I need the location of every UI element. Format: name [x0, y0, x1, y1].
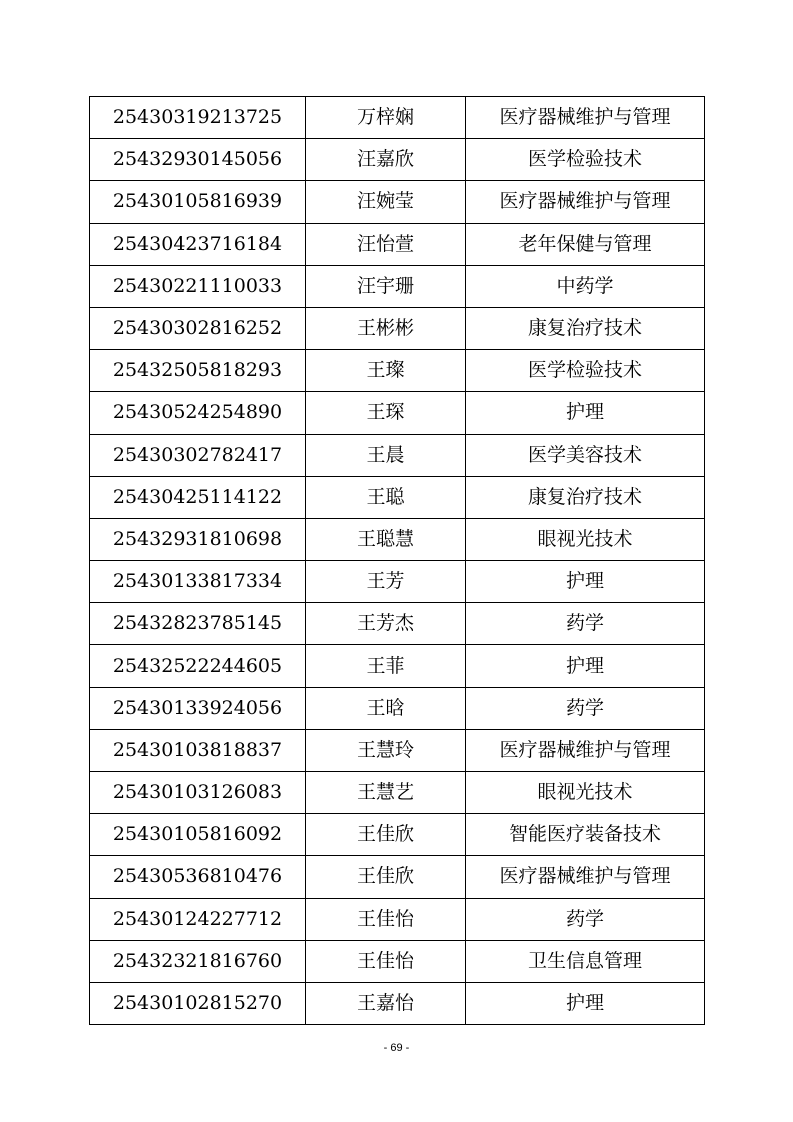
student-name-cell: 王嘉怡 — [306, 982, 466, 1024]
major-cell: 康复治疗技术 — [466, 476, 705, 518]
exam-number-cell: 25430319213725 — [90, 97, 306, 139]
major-cell: 医疗器械维护与管理 — [466, 729, 705, 771]
major-cell: 医学检验技术 — [466, 350, 705, 392]
table-row — [90, 729, 705, 771]
student-name-cell: 汪怡萱 — [306, 223, 466, 265]
major-cell: 护理 — [466, 982, 705, 1024]
student-name-cell: 王聪 — [306, 476, 466, 518]
table-row — [90, 603, 705, 645]
table-row — [90, 772, 705, 814]
exam-number-cell: 25430524254890 — [90, 392, 306, 434]
student-name-cell: 王彬彬 — [306, 307, 466, 349]
student-name-cell: 王芳杰 — [306, 603, 466, 645]
student-name-cell: 王琛 — [306, 392, 466, 434]
student-name-cell: 汪宇珊 — [306, 265, 466, 307]
major-cell: 护理 — [466, 392, 705, 434]
major-cell: 药学 — [466, 603, 705, 645]
exam-number-cell: 25430105816092 — [90, 814, 306, 856]
table-row — [90, 307, 705, 349]
exam-number-cell: 25432931810698 — [90, 518, 306, 560]
major-cell: 药学 — [466, 687, 705, 729]
exam-number-cell: 25430302816252 — [90, 307, 306, 349]
exam-number-cell: 25430425114122 — [90, 476, 306, 518]
table-row — [90, 940, 705, 982]
student-name-cell: 王慧艺 — [306, 772, 466, 814]
student-name-cell: 汪嘉欣 — [306, 139, 466, 181]
major-cell: 老年保健与管理 — [466, 223, 705, 265]
exam-number-cell: 25430124227712 — [90, 898, 306, 940]
table-row — [90, 97, 705, 139]
table-row — [90, 434, 705, 476]
major-cell: 智能医疗装备技术 — [466, 814, 705, 856]
exam-number-cell: 25432930145056 — [90, 139, 306, 181]
page-number: - 69 - — [383, 1042, 410, 1054]
student-name-cell: 王聪慧 — [306, 518, 466, 560]
student-name-cell: 王佳怡 — [306, 940, 466, 982]
exam-number-cell: 25430221110033 — [90, 265, 306, 307]
student-name-cell: 王慧玲 — [306, 729, 466, 771]
major-cell: 医疗器械维护与管理 — [466, 97, 705, 139]
table-row — [90, 687, 705, 729]
student-name-cell: 万梓娴 — [306, 97, 466, 139]
student-name-cell: 王璨 — [306, 350, 466, 392]
student-name-cell: 王佳怡 — [306, 898, 466, 940]
exam-number-cell: 25430302782417 — [90, 434, 306, 476]
student-name-cell: 王佳欣 — [306, 856, 466, 898]
major-cell: 医疗器械维护与管理 — [466, 181, 705, 223]
student-name-cell: 王晨 — [306, 434, 466, 476]
table-row — [90, 350, 705, 392]
major-cell: 眼视光技术 — [466, 518, 705, 560]
major-cell: 药学 — [466, 898, 705, 940]
major-cell: 护理 — [466, 645, 705, 687]
table-row — [90, 982, 705, 1024]
table-row — [90, 476, 705, 518]
exam-number-cell: 25432321816760 — [90, 940, 306, 982]
major-cell: 医学美容技术 — [466, 434, 705, 476]
exam-number-cell: 25430103818837 — [90, 729, 306, 771]
table-row — [90, 814, 705, 856]
student-name-cell: 王佳欣 — [306, 814, 466, 856]
table-row — [90, 223, 705, 265]
major-cell: 医疗器械维护与管理 — [466, 856, 705, 898]
exam-number-cell: 25430536810476 — [90, 856, 306, 898]
table-row — [90, 645, 705, 687]
table-row — [90, 139, 705, 181]
exam-number-cell: 25430133924056 — [90, 687, 306, 729]
exam-number-cell: 25430102815270 — [90, 982, 306, 1024]
major-cell: 卫生信息管理 — [466, 940, 705, 982]
student-name-cell: 汪婉莹 — [306, 181, 466, 223]
student-name-cell: 王晗 — [306, 687, 466, 729]
table-row — [90, 392, 705, 434]
table-body — [90, 97, 705, 1025]
student-name-cell: 王菲 — [306, 645, 466, 687]
exam-number-cell: 25432522244605 — [90, 645, 306, 687]
major-cell: 眼视光技术 — [466, 772, 705, 814]
exam-number-cell: 25430103126083 — [90, 772, 306, 814]
table-row — [90, 898, 705, 940]
major-cell: 护理 — [466, 561, 705, 603]
major-cell: 康复治疗技术 — [466, 307, 705, 349]
table-row — [90, 265, 705, 307]
exam-number-cell: 25430105816939 — [90, 181, 306, 223]
table-row — [90, 181, 705, 223]
exam-number-cell: 25432505818293 — [90, 350, 306, 392]
exam-number-cell: 25430423716184 — [90, 223, 306, 265]
exam-number-cell: 25432823785145 — [90, 603, 306, 645]
table-row — [90, 561, 705, 603]
table-row — [90, 518, 705, 560]
major-cell: 中药学 — [466, 265, 705, 307]
major-cell: 医学检验技术 — [466, 139, 705, 181]
student-table — [89, 96, 705, 1025]
student-name-cell: 王芳 — [306, 561, 466, 603]
exam-number-cell: 25430133817334 — [90, 561, 306, 603]
table-row — [90, 856, 705, 898]
